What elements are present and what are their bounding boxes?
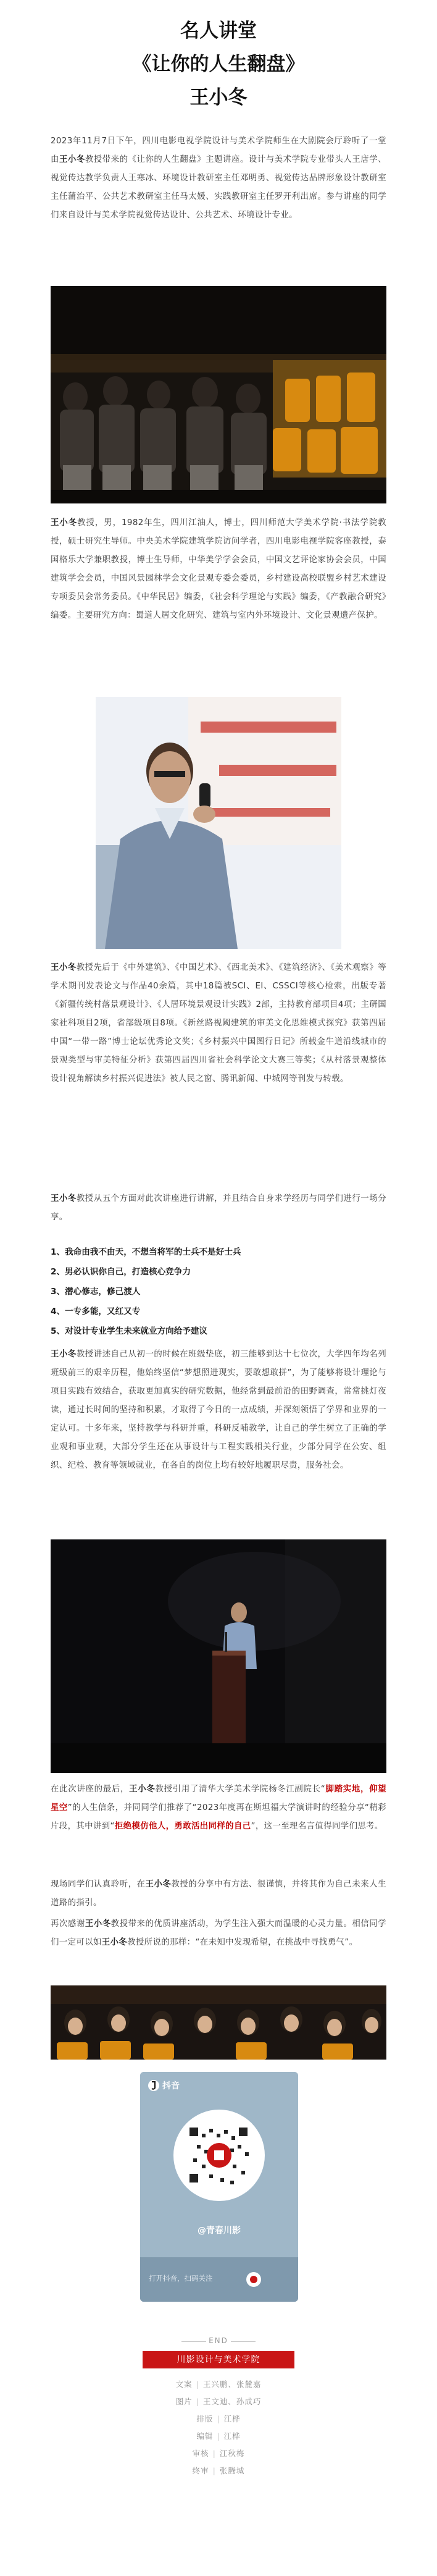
photo-speaker-at-podium bbox=[51, 1539, 386, 1773]
credit-label: 图片 bbox=[175, 2397, 193, 2406]
credit-line: 审核 | 江秋梅 bbox=[192, 2449, 245, 2458]
credit-line: 终审 | 张腾城 bbox=[192, 2466, 245, 2475]
credit-line: 图片 | 王文迪、孙成巧 bbox=[175, 2397, 262, 2406]
title-speaker: 王小冬 bbox=[189, 86, 248, 109]
photo-students-audience bbox=[51, 1985, 386, 2060]
reflection-paragraph bbox=[51, 1875, 386, 1913]
point-item: 2、男必认识你自己，打造核心竞争力 bbox=[51, 1267, 191, 1277]
douyin-caption: 打开抖音，扫码关注 bbox=[149, 2274, 213, 2283]
ending-paragraph bbox=[51, 1915, 386, 1952]
credit-line: 排版 | 江桦 bbox=[196, 2414, 241, 2423]
brand-band: 川影设计与美术学院 bbox=[143, 2351, 294, 2368]
paragraph-text: 再次感谢王小冬教授带来的优质讲座活动，为学生注入强大而温暖的心灵力量。相信同学们一定可以如王小冬教授所说的那样：“在未知中发现希望，在挑战中寻找勇气”。 bbox=[51, 1919, 386, 1947]
credit-label: 审核 bbox=[192, 2449, 209, 2458]
paragraph-text: 王小冬教授先后于《中外建筑》、《中国艺术》、《西北美术》、《建筑经济》、《美术观察》等学术期刊发表论文与作品40余篇，其中18篇被SCI、EI、CSSCI等核心检索，出版专著《新疆传统村落景观设计》、《人居环境景观设计实践》2部，主持教育部项目4项；主研国家社科项目2项，省部级项目8项。《新丝路视阈建筑的审美文化思维模式探究》获第四届中国“一带一路”博士论坛优秀论文奖；《乡村振兴中国图行日记》所载金牛道沿线城市的景观类型与审美特征分析》获第四届四川省社会科学论文大赛三等奖；《从村落景观整体设计视角解读乡村振兴促进法》被人民之窗、腾讯新闻、中城网等刊发与转载。 bbox=[51, 963, 386, 1084]
paragraph-text: 在此次讲座的最后，王小冬教授引用了清华大学美术学院杨冬江副院长“脚踏实地，仰望星空”的人生信条，并同同学们推荐了“2023年度再在斯坦福大学演讲时的经验分享“精彩片段，其中讲到“拒绝模仿他人，勇敢活出同样的自己”，这一至理名言值得同学们思考。 bbox=[51, 1785, 386, 1831]
paragraph-text: 王小冬教授讲述自己从初一的时候在班级垫底，初三能够到达十七位次，大学四年均名列班级前三的艰辛历程，他始终坚信“梦想照进现实，要敢想敢拼”，为了能够将设计理论与项目实践有效结合，获取更加真实的研究数据，他经常到最前沿的田野调查，常常挑灯夜读，通过长时间的坚持和积累，才取得了今日的一点成绩，并深刻领悟了学界和业界的一定认可。十多年来，坚持教学与科研并重，科研反哺教学，让自己的学生树立了正确的学业观和事业观，大部分学生还在从事设计与工程实践相关行业，少部分同学在公安、组织、纪检、教育等领域就业，在各自的岗位上均有较好地履职尽责，服务社会。 bbox=[51, 1350, 386, 1470]
credit-value: 江秋梅 bbox=[219, 2449, 245, 2458]
photo-speaker-portrait bbox=[96, 697, 341, 949]
paragraph-text: 王小冬教授从五个方面对此次讲座进行讲解，并且结合自身求学经历与同学们进行一场分享。 bbox=[51, 1194, 386, 1222]
publications-paragraph bbox=[51, 959, 386, 1088]
douyin-qr-card[interactable] bbox=[140, 2072, 298, 2302]
credit-label: 终审 bbox=[192, 2466, 209, 2475]
credit-line: 编辑 | 江桦 bbox=[196, 2431, 241, 2441]
point-item: 5、对设计专业学生未来就业方向给予建议 bbox=[51, 1326, 208, 1336]
douyin-account: @青春川影 bbox=[198, 2226, 241, 2236]
intro-paragraph bbox=[51, 132, 386, 225]
title-lecture: 《让你的人生翻盘》 bbox=[132, 53, 305, 75]
credit-value: 张腾城 bbox=[219, 2466, 245, 2475]
photo-audience-front-row bbox=[51, 286, 386, 503]
point-item: 4、一专多能，又红又专 bbox=[51, 1307, 141, 1316]
credit-line: 文案 | 王兴鹏、张麓嘉 bbox=[175, 2380, 262, 2389]
title-series: 名人讲堂 bbox=[180, 20, 257, 42]
point-item: 3、潜心修志，修己渡人 bbox=[51, 1287, 141, 1297]
credit-label: 排版 bbox=[196, 2414, 214, 2423]
point-item: 1、我命由我不由天，不想当将军的士兵不是好士兵 bbox=[51, 1247, 241, 1257]
end-label: END bbox=[209, 2336, 228, 2345]
lead-paragraph bbox=[51, 1190, 386, 1227]
end-divider-right bbox=[231, 2341, 256, 2342]
douyin-logo-icon bbox=[148, 2080, 159, 2091]
douyin-app-name: 抖音 bbox=[162, 2081, 180, 2091]
paragraph-text: 王小冬教授，男，1982年生，四川江油人，博士，四川师范大学美术学院·书法学院教授，硕士研究生导师。中央美术学院建筑学院访问学者，四川电影电视学院客座教授，泰国格乐大学兼职教授，博士生导师，中华美学学会会员，中国文艺评论家协会会员，中国建筑学会会员，中国风景园林学会文化景观专委会委员，乡村建设高校联盟乡村艺术建设专项委员会常务委员。《中华民居》编委，《社会科学理论与实践》编委，《产教融合研究》编委。主要研究方向：蜀道人居文化研究、建筑与室内外环境设计、文化景观遗产保护。 bbox=[51, 518, 386, 620]
credit-value: 江桦 bbox=[223, 2414, 241, 2423]
paragraph-text: 2023年11月7日下午，四川电影电视学院设计与美术学院师生在大剧院会厅聆听了一堂由王小冬教授带来的《让你的人生翻盘》主题讲座。设计与美术学院专业带头人王唐学、视觉传达教学负责人王寒冰、环境设计教研室主任邓明勇、视觉传达品牌形象设计教研室主任蒲治平、公共艺术教研室主任马太媛、实践教研室主任罗开利出席。参与讲座的同学们来自设计与美术学院视觉传达设计、公共艺术、环境设计专业。 bbox=[51, 137, 386, 220]
credit-value: 王文迪、孙成巧 bbox=[202, 2397, 262, 2406]
credit-label: 文案 bbox=[175, 2380, 193, 2389]
bio-paragraph bbox=[51, 514, 386, 625]
paragraph-text: 现场同学们认真聆听，在王小冬教授的分享中有方法、很谨慎，并将其作为自己未来人生道路的指引。 bbox=[51, 1880, 386, 1908]
credit-value: 江桦 bbox=[223, 2431, 241, 2441]
credit-label: 编辑 bbox=[196, 2431, 214, 2441]
summary-paragraph bbox=[51, 1345, 386, 1475]
douyin-card-graphic bbox=[140, 2072, 298, 2302]
closing-paragraph bbox=[51, 1780, 386, 1836]
credit-value: 王兴鹏、张麓嘉 bbox=[202, 2380, 262, 2389]
